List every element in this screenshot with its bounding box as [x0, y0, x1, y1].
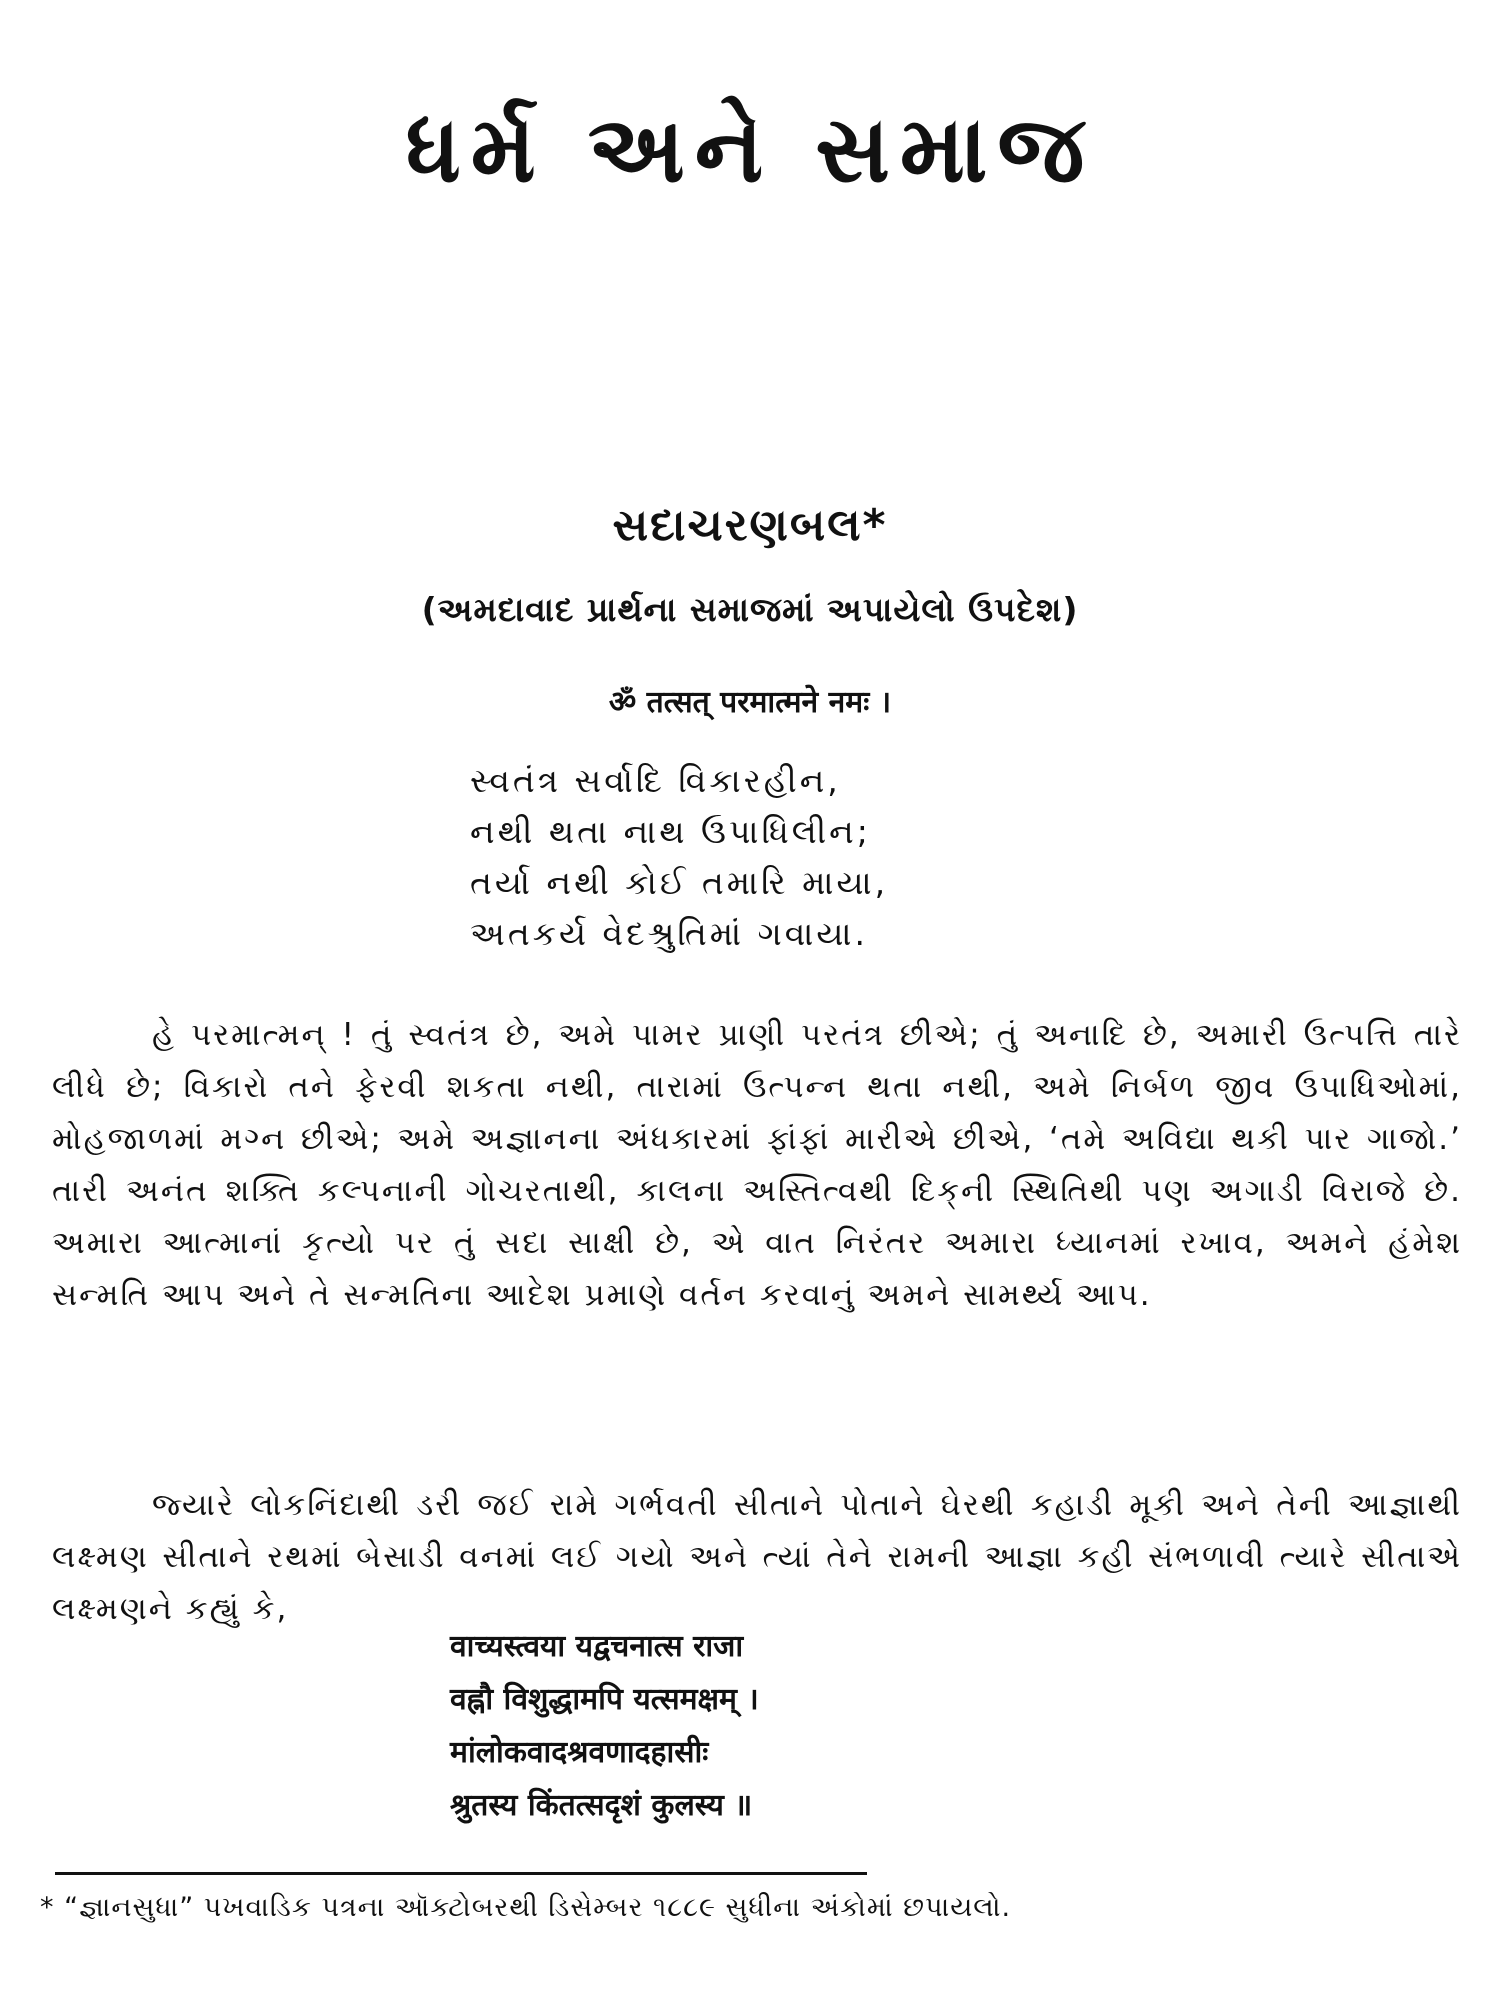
chapter-title: ધર્મ અને સમાજ	[405, 96, 1095, 203]
sanskrit-line: श्रुतस्य किंतत्सदृशं कुलस्य ॥	[450, 1788, 753, 1823]
body-paragraph: હે પરમાત્મન્ ! તું સ્વતંત્ર છે, અમે પામર પ્રાણી પરતંત્ર છીએ; તું અનાદિ છે, અમારી ઉત્પત્તિ તારે લીધે છે; વિકારો તને ફેરવી શકતા નથી, તારામાં ઉત્પન્ન થતા નથી, અમે નિર્બળ જીવ ઉપાધિઓમાં, મોહજાળમાં મગ્ન છીએ; અમે અજ્ઞાનના અંધકારમાં ફાંફાં મારીએ છીએ, ‘તમે અવિદ્યા થકી પાર ગાજો.’ તારી અનંત શક્તિ કલ્પનાની ગોચરતાથી, કાલના અસ્તિત્વથી દિક્‌ની સ્થિતિથી પણ અગાડી વિરાજે છે. અમારા આત્માનાં કૃત્યો પર તું સદા સાક્ષી છે, એ વાત નિરંતર અમારા ધ્યાનમાં રખાવ, અમને હંમેશ સન્મતિ આપ અને તે સન્મતિના આદેશ પ્રમાણે વર્તન કરવાનું અમને સામર્થ્ય આપ.	[52, 1017, 1462, 1313]
verse-line: અતકર્ય વેદશ્રુતિમાં ગવાયા.	[470, 914, 868, 953]
invocation-line: ॐ तत्सत् परमात्मने नमः ।	[608, 685, 892, 720]
verse-line: સ્વતંત્ર સર્વાદિ વિકારહીન,	[470, 761, 841, 800]
section-subtitle: (અમદાવાદ પ્રાર્થના સમાજમાં અપાયેલો ઉપદેશ)	[421, 590, 1079, 629]
footnote-divider	[55, 1872, 867, 1875]
sanskrit-line: वह्नौ विशुद्धामपि यत्समक्षम् ।	[450, 1682, 759, 1717]
sanskrit-verse	[450, 1620, 1150, 1832]
body-paragraph: જ્યારે લોકનિંદાથી ડરી જઈ રામે ગર્ભવતી સીતાને પોતાને ઘેરથી કહાડી મૂકી અને તેની આજ્ઞાથી લક્ષ્મણ સીતાને રથમાં બેસાડી વનમાં લઈ ગયો અને ત્યાં તેને રામની આજ્ઞા કહી સંભળાવી ત્યારે સીતાએ લક્ષ્મણને કહ્યું કે,	[52, 1487, 1462, 1627]
footnote: * “જ્ઞાનસુધા” પખવાડિક પત્રના ઑક્ટોબરથી ડિસેમ્બર ૧૮૮૯ સુધીના અંકોમાં છપાયલો.	[40, 1892, 1012, 1923]
gujarati-verse	[470, 755, 1230, 959]
sanskrit-line: मांलोकवादश्रवणादहासीः	[450, 1735, 709, 1770]
sanskrit-line: वाच्यस्त्वया यद्वचनात्स राजा	[450, 1629, 744, 1664]
section-title: સદાચરણબલ*	[612, 500, 888, 551]
verse-line: તર્યા નથી કોઈ તમારિ માયા,	[470, 863, 889, 902]
verse-line: નથી થતા નાથ ઉપાધિલીન;	[470, 812, 871, 851]
